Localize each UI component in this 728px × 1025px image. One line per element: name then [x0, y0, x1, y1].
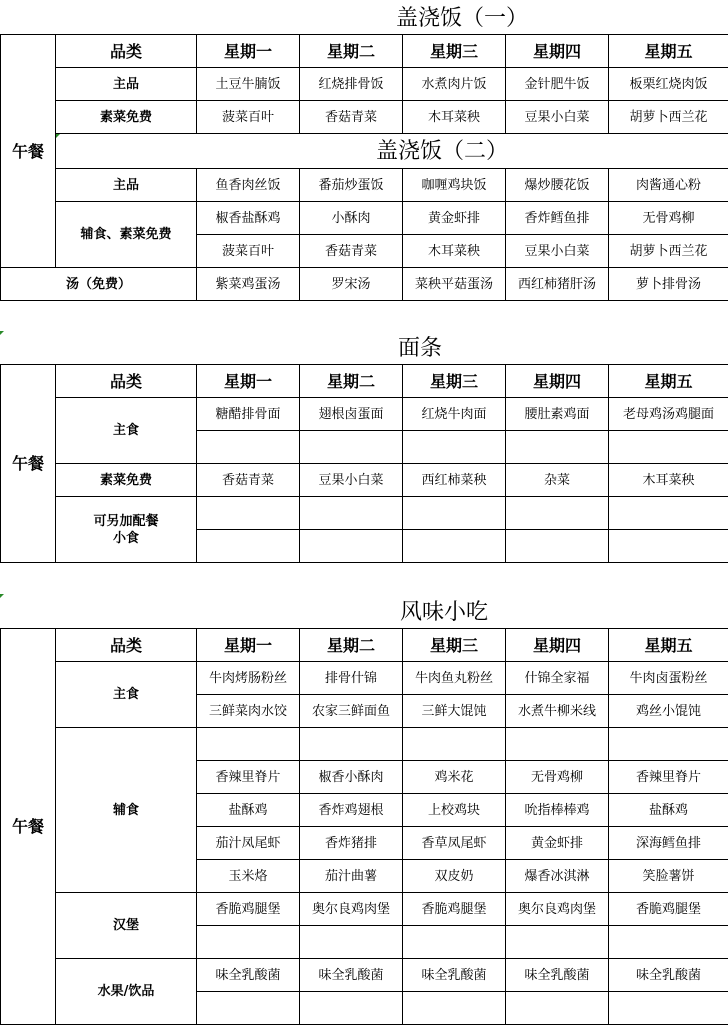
empty-cell [609, 926, 728, 959]
day-header: 星期三 [403, 365, 506, 398]
menu-cell: 土豆牛腩饭 [197, 68, 300, 101]
empty-cell [506, 530, 609, 563]
menu-cell: 红烧牛肉面 [403, 398, 506, 431]
empty-cell [300, 728, 403, 761]
section-title-gaijiaofan-2: 盖浇饭（二） [376, 139, 508, 164]
menu-cell: 木耳菜秧 [403, 235, 506, 268]
section-title-gaijiaofan-1: 盖浇饭（一） [396, 6, 528, 32]
empty-cell [506, 497, 609, 530]
empty-cell [609, 992, 728, 1025]
menu-cell: 木耳菜秧 [609, 464, 728, 497]
day-header: 星期五 [609, 365, 728, 398]
menu-cell: 香脆鸡腿堡 [197, 893, 300, 926]
menu-cell: 豆果小白菜 [506, 235, 609, 268]
menu-cell: 紫菜鸡蛋汤 [197, 268, 300, 301]
empty-cell [609, 431, 728, 464]
corner-mark-icon [56, 134, 60, 138]
row-label: 主品 [56, 68, 197, 101]
menu-cell: 番茄炒蛋饭 [300, 169, 403, 202]
empty-cell [197, 431, 300, 464]
table-row [1, 398, 728, 431]
menu-cell: 菠菜百叶 [197, 235, 300, 268]
menu-cell: 罗宋汤 [300, 268, 403, 301]
menu-cell: 胡萝卜西兰花 [609, 235, 728, 268]
empty-cell [300, 992, 403, 1025]
empty-cell [197, 530, 300, 563]
lunch-label: 午餐 [1, 365, 56, 563]
header-row [1, 35, 728, 68]
menu-cell: 牛肉烤肠粉丝 [197, 662, 300, 695]
menu-cell: 金针肥牛饭 [506, 68, 609, 101]
day-header: 星期二 [300, 365, 403, 398]
lunch-label: 午餐 [1, 629, 56, 1025]
category-header: 品类 [56, 629, 197, 662]
menu-cell: 菠菜百叶 [197, 101, 300, 134]
menu-cell: 味全乳酸菌 [609, 959, 728, 992]
menu-cell: 咖喱鸡块饭 [403, 169, 506, 202]
subtitle-row [1, 134, 728, 169]
section-title-noodles: 面条 [398, 336, 442, 362]
menu-cell: 什锦全家福 [506, 662, 609, 695]
row-label: 汉堡 [56, 893, 197, 959]
day-header: 星期四 [506, 365, 609, 398]
empty-cell [403, 926, 506, 959]
day-header: 星期二 [300, 629, 403, 662]
empty-cell [609, 530, 728, 563]
menu-cell: 爆香冰淇淋 [506, 860, 609, 893]
menu-cell: 西红柿猪肝汤 [506, 268, 609, 301]
menu-cell: 椒香小酥肉 [300, 761, 403, 794]
empty-cell [506, 431, 609, 464]
category-header: 品类 [56, 365, 197, 398]
row-label: 主品 [56, 169, 197, 202]
snacks-table [0, 628, 728, 1025]
empty-cell [197, 926, 300, 959]
menu-cell: 香炸猪排 [300, 827, 403, 860]
menu-cell: 奥尔良鸡肉堡 [506, 893, 609, 926]
menu-cell: 奥尔良鸡肉堡 [300, 893, 403, 926]
table-row [1, 728, 728, 761]
menu-cell: 鸡米花 [403, 761, 506, 794]
menu-cell: 菜秧平菇蛋汤 [403, 268, 506, 301]
section-title-snacks: 风味小吃 [400, 600, 488, 626]
row-label: 水果/饮品 [56, 959, 197, 1025]
menu-cell: 水煮肉片饭 [403, 68, 506, 101]
menu-cell: 西红柿菜秧 [403, 464, 506, 497]
menu-cell: 香菇青菜 [300, 101, 403, 134]
row-label: 辅食 [56, 728, 197, 893]
menu-cell: 红烧排骨饭 [300, 68, 403, 101]
menu-cell: 深海鳕鱼排 [609, 827, 728, 860]
menu-cell: 农家三鲜面鱼 [300, 695, 403, 728]
table-row [1, 68, 728, 101]
empty-cell [197, 497, 300, 530]
menu-cell: 板栗红烧肉饭 [609, 68, 728, 101]
empty-cell [506, 926, 609, 959]
menu-cell: 盐酥鸡 [197, 794, 300, 827]
day-header: 星期四 [506, 35, 609, 68]
menu-cell: 无骨鸡柳 [609, 202, 728, 235]
table-row [1, 464, 728, 497]
menu-cell: 三鲜大馄饨 [403, 695, 506, 728]
corner-mark-icon [0, 594, 4, 598]
menu-cell: 牛肉鱼丸粉丝 [403, 662, 506, 695]
empty-cell [197, 728, 300, 761]
empty-cell [609, 728, 728, 761]
row-label: 主食 [56, 662, 197, 728]
row-label: 辅食、素菜免费 [56, 202, 197, 268]
menu-cell: 豆果小白菜 [506, 101, 609, 134]
empty-cell [403, 497, 506, 530]
table-row [1, 497, 728, 530]
row-label: 可另加配餐小食 [56, 497, 197, 563]
menu-cell: 翅根卤蛋面 [300, 398, 403, 431]
empty-cell [506, 728, 609, 761]
table-row [1, 101, 728, 134]
row-label: 主食 [56, 398, 197, 464]
gaijiaofan-table [0, 34, 728, 301]
day-header: 星期一 [197, 629, 300, 662]
day-header: 星期二 [300, 35, 403, 68]
menu-cell: 香炸鳕鱼排 [506, 202, 609, 235]
empty-cell [300, 497, 403, 530]
menu-cell: 上校鸡块 [403, 794, 506, 827]
day-header: 星期五 [609, 629, 728, 662]
menu-cell: 无骨鸡柳 [506, 761, 609, 794]
table-row [1, 662, 728, 695]
empty-cell [609, 497, 728, 530]
menu-cell: 茄汁凤尾虾 [197, 827, 300, 860]
menu-cell: 鸡丝小馄饨 [609, 695, 728, 728]
menu-cell: 双皮奶 [403, 860, 506, 893]
menu-cell: 盐酥鸡 [609, 794, 728, 827]
menu-cell: 排骨什锦 [300, 662, 403, 695]
menu-cell: 老母鸡汤鸡腿面 [609, 398, 728, 431]
menu-cell: 水煮牛柳米线 [506, 695, 609, 728]
menu-cell: 香辣里脊片 [197, 761, 300, 794]
menu-cell: 香炸鸡翅根 [300, 794, 403, 827]
empty-cell [300, 926, 403, 959]
day-header: 星期四 [506, 629, 609, 662]
empty-cell [403, 530, 506, 563]
header-row [1, 365, 728, 398]
menu-cell: 笑脸薯饼 [609, 860, 728, 893]
row-label: 素菜免费 [56, 101, 197, 134]
menu-cell: 腰肚素鸡面 [506, 398, 609, 431]
empty-cell [506, 992, 609, 1025]
menu-cell: 牛肉卤蛋粉丝 [609, 662, 728, 695]
table-row [1, 169, 728, 202]
menu-cell: 玉米烙 [197, 860, 300, 893]
menu-cell: 三鲜菜肉水饺 [197, 695, 300, 728]
menu-cell: 味全乳酸菌 [403, 959, 506, 992]
day-header: 星期一 [197, 35, 300, 68]
row-label: 素菜免费 [56, 464, 197, 497]
empty-cell [403, 728, 506, 761]
menu-cell: 鱼香肉丝饭 [197, 169, 300, 202]
menu-cell: 茄汁曲薯 [300, 860, 403, 893]
menu-cell: 杂菜 [506, 464, 609, 497]
menu-cell: 香辣里脊片 [609, 761, 728, 794]
empty-cell [300, 431, 403, 464]
menu-cell: 黄金虾排 [506, 827, 609, 860]
menu-cell: 椒香盐酥鸡 [197, 202, 300, 235]
day-header: 星期三 [403, 629, 506, 662]
day-header: 星期一 [197, 365, 300, 398]
empty-cell [300, 530, 403, 563]
header-row [1, 629, 728, 662]
section-subtitle-cell [56, 134, 728, 169]
menu-cell: 香菇青菜 [197, 464, 300, 497]
menu-cell: 木耳菜秧 [403, 101, 506, 134]
noodles-table [0, 364, 728, 563]
table-row [1, 959, 728, 992]
table-row [1, 268, 728, 301]
menu-cell: 黄金虾排 [403, 202, 506, 235]
menu-cell: 吮指棒棒鸡 [506, 794, 609, 827]
menu-cell: 豆果小白菜 [300, 464, 403, 497]
menu-cell: 爆炒腰花饭 [506, 169, 609, 202]
menu-cell: 味全乳酸菌 [197, 959, 300, 992]
category-header: 品类 [56, 35, 197, 68]
menu-cell: 香菇青菜 [300, 235, 403, 268]
menu-cell: 小酥肉 [300, 202, 403, 235]
table-row [1, 202, 728, 235]
menu-cell: 味全乳酸菌 [300, 959, 403, 992]
table-row [1, 893, 728, 926]
menu-cell: 味全乳酸菌 [506, 959, 609, 992]
menu-cell: 肉酱通心粉 [609, 169, 728, 202]
empty-cell [403, 431, 506, 464]
menu-cell: 香草凤尾虾 [403, 827, 506, 860]
corner-mark-icon [0, 331, 4, 335]
day-header: 星期三 [403, 35, 506, 68]
menu-cell: 糖醋排骨面 [197, 398, 300, 431]
menu-cell: 香脆鸡腿堡 [609, 893, 728, 926]
row-label: 汤（免费） [1, 268, 197, 301]
menu-cell: 香脆鸡腿堡 [403, 893, 506, 926]
empty-cell [197, 992, 300, 1025]
lunch-label: 午餐 [1, 35, 56, 268]
empty-cell [403, 992, 506, 1025]
menu-cell: 萝卜排骨汤 [609, 268, 728, 301]
menu-cell: 胡萝卜西兰花 [609, 101, 728, 134]
day-header: 星期五 [609, 35, 728, 68]
